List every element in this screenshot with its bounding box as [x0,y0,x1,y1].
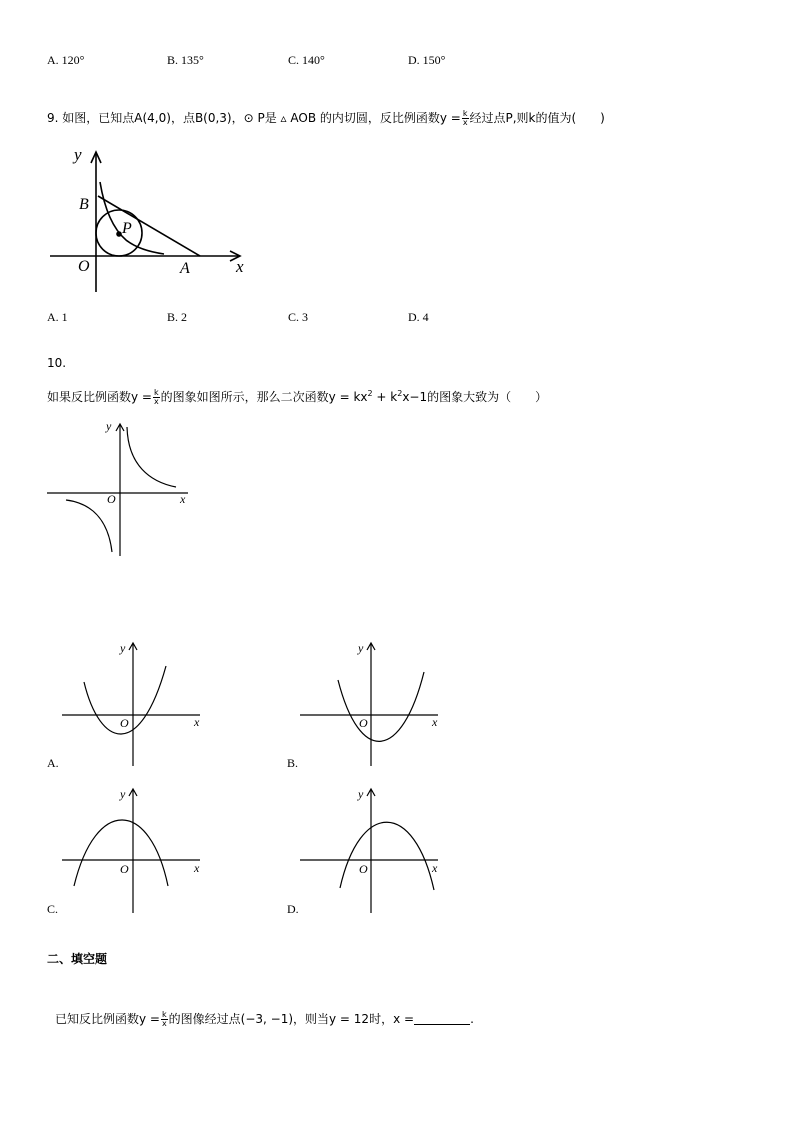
q10-b-o-label: O [359,716,368,730]
q10-number: 10. [47,356,67,370]
q10-text-c: 的图象大致为（ ） [427,390,548,404]
q9-x-label: x [236,257,244,276]
q9-option-c: C. 3 [288,310,309,324]
fill1-text-b: 的图像经过点(−3, −1)，则当 [168,1012,330,1026]
q10-a-y-arrow [129,643,137,650]
q10-b-x-label: x [432,715,438,729]
q10-c-y-arrow [129,789,137,796]
q9-hyperbola [100,182,164,254]
q9-option-b: B. 2 [167,310,188,324]
q9-b-label: B [79,196,89,213]
q10-a-y-label: y [120,641,126,655]
q10-c-x-label: x [194,861,200,875]
fill1-answer-blank[interactable] [414,1012,470,1025]
q9-incircle [96,210,142,256]
q8-option-b: B. 135° [167,53,204,67]
section-title: 二、填空题 [47,952,108,966]
q9-p-label: P [122,220,132,237]
q9-point-p-dot [117,232,121,236]
q9-y-arrow [91,152,101,163]
q9-y-label: y [74,145,82,164]
q9-figure [50,152,240,292]
q8-option-a: A. 120° [47,53,85,67]
q9-text-before: 如图，已知点A(4,0)，点B(0,3)，⊙ P是 ▵ AOB 的内切圆，反比例函数 [62,111,440,125]
q10-a-o-label: O [120,716,129,730]
q10-graph-c [62,789,200,913]
fill1-text-c: 时， [369,1012,394,1026]
q9-text-after: 经过点P,则k的值为( ) [469,111,605,125]
q10-option-b: B. [287,756,299,770]
fill1-equation: y = 12 [329,1012,370,1026]
q10-ref-o-label: O [107,492,116,506]
q10-b-y-label: y [358,641,364,655]
q10-ref-branch-2 [66,500,112,552]
q10-ref-x-label: x [180,492,186,506]
q8-option-d: D. 150° [408,53,446,67]
q10-d-parabola [340,822,434,890]
q10-graph-b [300,643,438,766]
q10-graph-a [62,643,200,766]
q10-b-y-arrow [367,643,375,650]
q10-d-o-label: O [359,862,368,876]
fill1-fraction: $\frac{k}{x}$ [161,1010,167,1028]
q10-option-a: A. [47,756,59,770]
q9-option-a: A. 1 [47,310,68,324]
q10-option-c: C. [47,902,59,916]
q10-ref-y-label: y [106,419,112,433]
q10-text-b: 的图象如图所示，那么二次函数 [160,390,329,404]
fill1-func-lhs: y = [139,1012,160,1026]
fill1-text-a: 已知反比例函数 [55,1012,140,1026]
q8-option-c: C. 140° [288,53,325,67]
q10-func-lhs: y = [131,390,152,404]
q10-c-o-label: O [120,862,129,876]
fill-question-1 [55,1011,474,1028]
q10-c-parabola [74,820,168,886]
q10-ref-branch-1 [127,427,176,487]
q10-quadratic: $y = kx^2 + k^2x-1$ [328,389,428,404]
q10-a-parabola [84,666,166,734]
q9-o-label: O [78,258,90,275]
q10-c-y-label: y [120,787,126,801]
q9-x-arrow [230,251,240,261]
q10-question [47,389,547,406]
q10-hyperbola-figure [47,424,188,556]
q10-fraction: $\frac{k}{x}$ [153,388,159,406]
q10-b-parabola [338,672,424,741]
fill1-end: . [470,1012,474,1026]
q10-a-x-label: x [194,715,200,729]
q9-option-d: D. 4 [408,310,429,324]
q9-func-lhs: y = [439,111,461,125]
q10-graph-d [300,789,438,913]
fill1-x-equals: x = [393,1012,415,1026]
q10-text-a: 如果反比例函数 [47,390,132,404]
q9-question [47,110,605,127]
q10-d-y-label: y [358,787,364,801]
q9-a-label: A [180,260,190,277]
q10-ref-y-arrow [116,424,124,431]
q9-fraction: $\frac{k}{x}$ [462,109,468,127]
q10-d-x-label: x [432,861,438,875]
q10-option-d: D. [287,902,299,916]
q10-d-y-arrow [367,789,375,796]
q9-number: 9. [47,111,59,125]
q9-hypotenuse [98,196,200,256]
